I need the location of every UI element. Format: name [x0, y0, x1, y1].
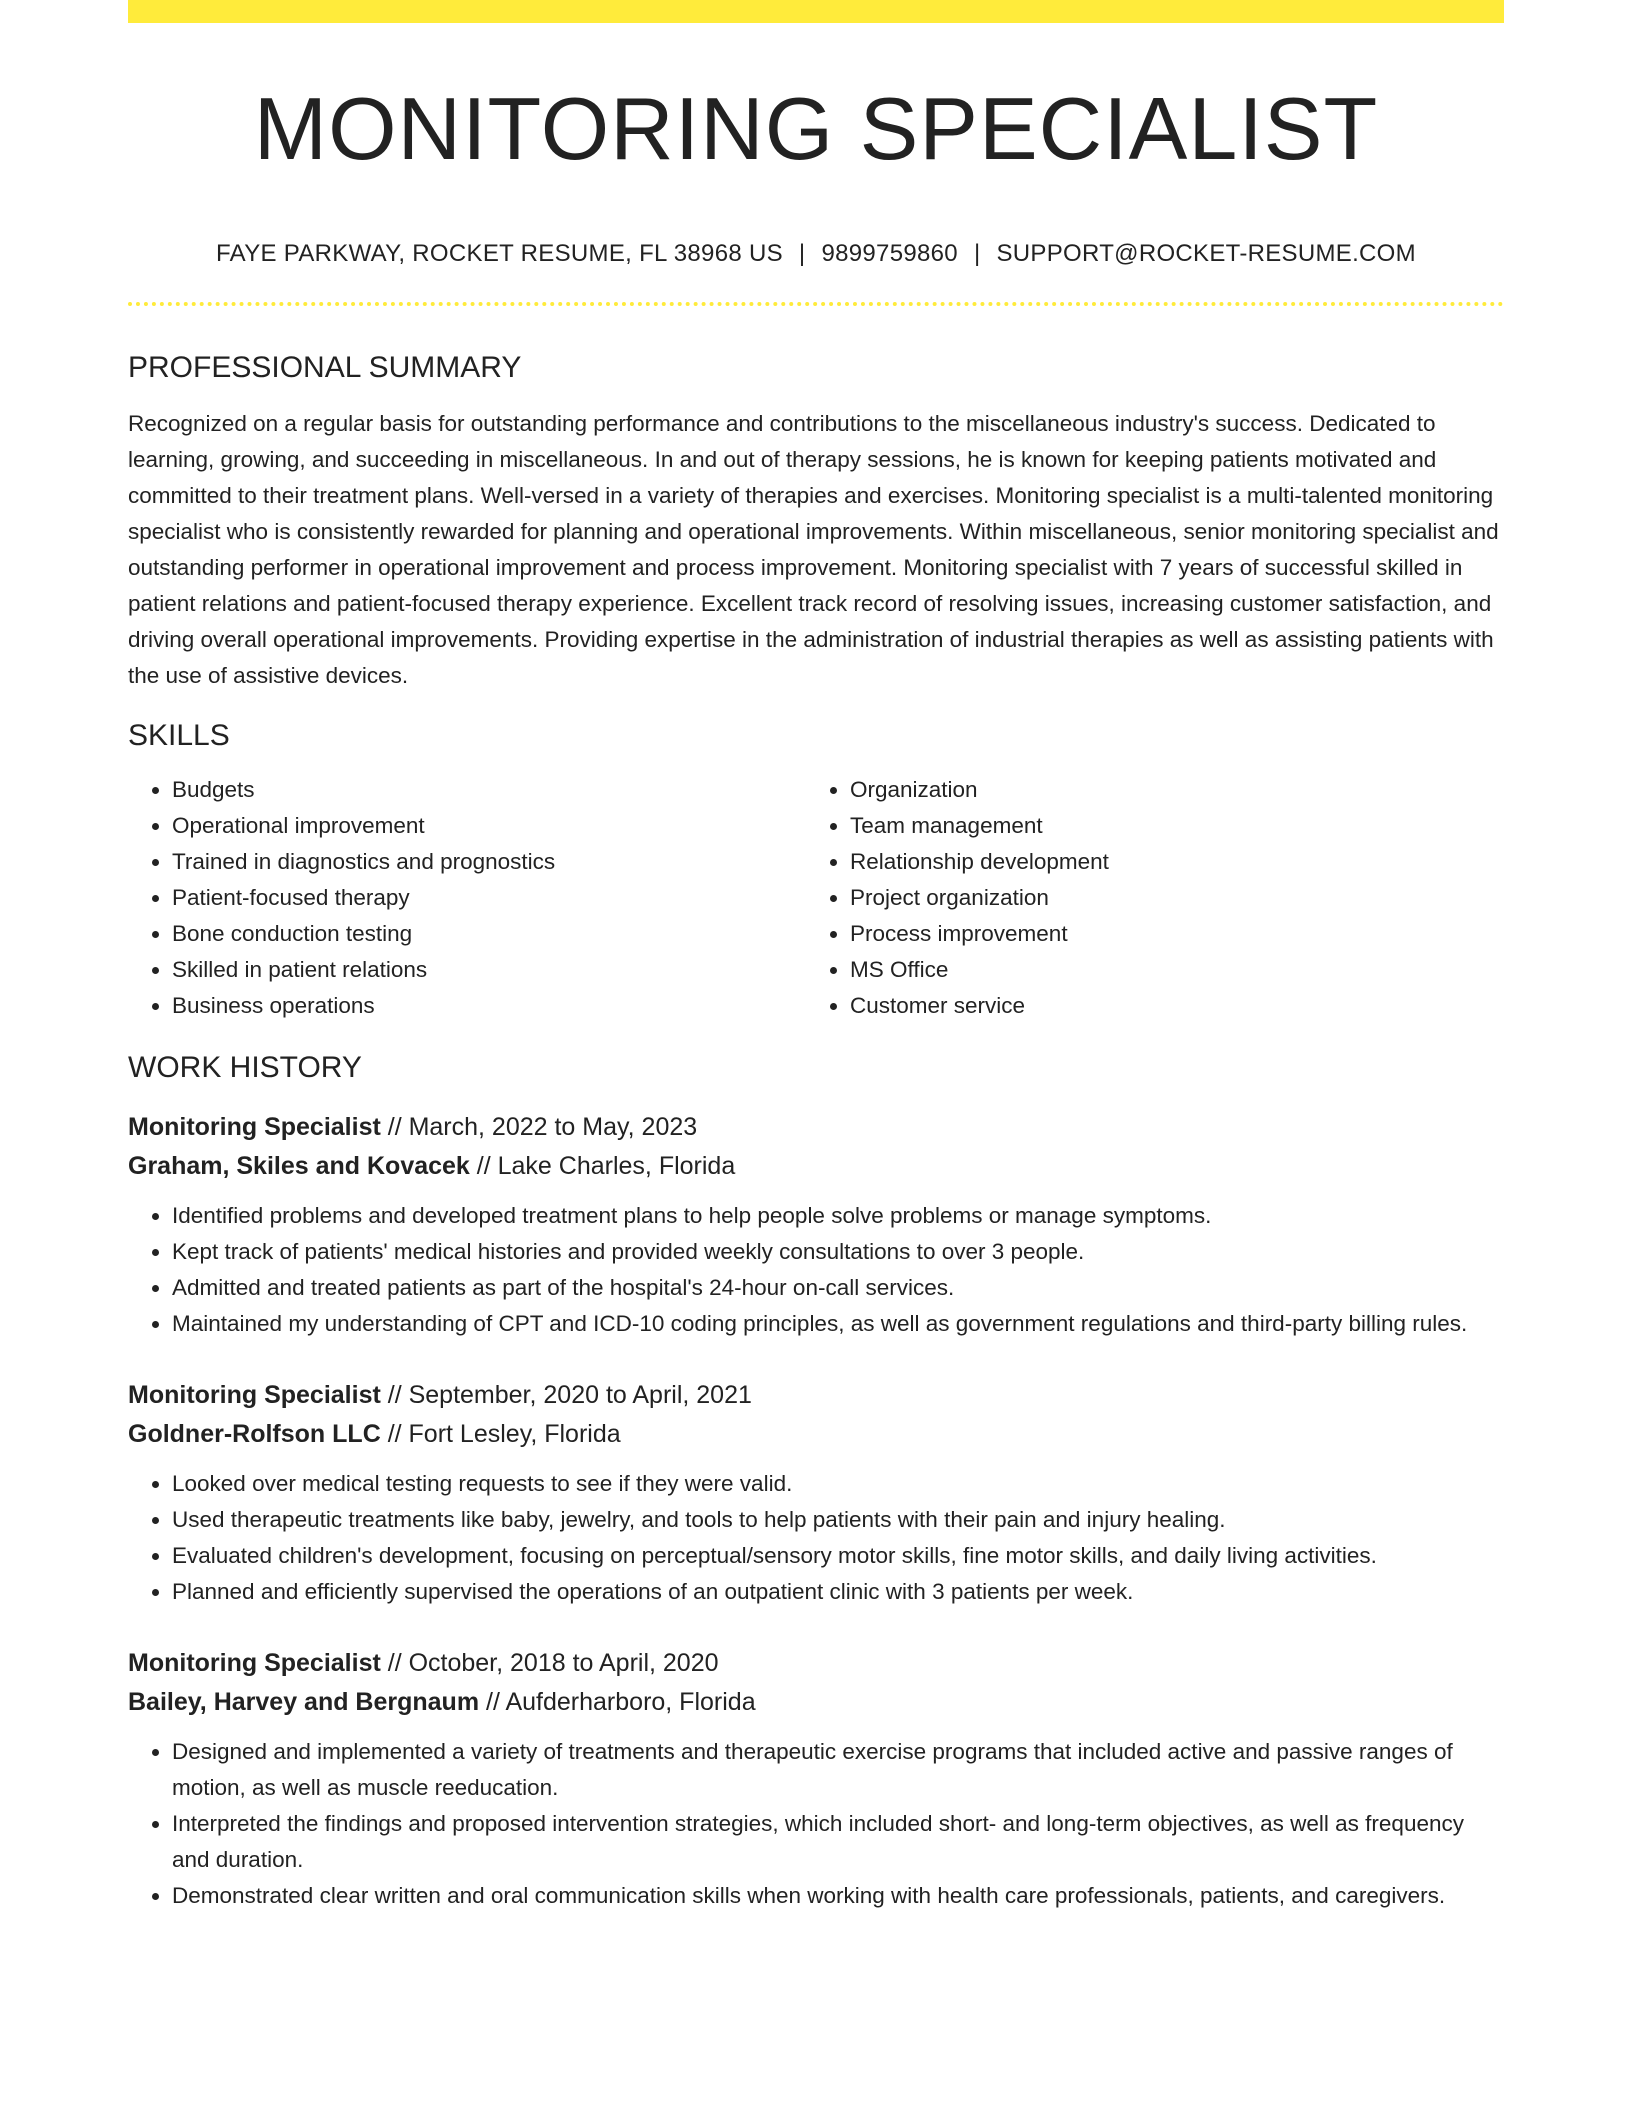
job-bullet: • Identified problems and developed treatment plans to help people solve problems or manage symptoms.: [172, 1198, 1504, 1234]
skills-list-right: [806, 772, 1504, 1024]
job-location: // Lake Charles, Florida: [469, 1152, 736, 1180]
contact-address: FAYE PARKWAY, ROCKET RESUME, FL 38968 US: [216, 240, 783, 267]
job-bullets: [128, 1198, 1504, 1342]
skill-item: • Budgets: [172, 772, 806, 808]
job-company-line: [128, 1415, 1504, 1454]
job-entry: [128, 1376, 1504, 1610]
job-title: Monitoring Specialist: [128, 1381, 381, 1409]
job-dates: // October, 2018 to April, 2020: [380, 1649, 719, 1677]
job-company-line: [128, 1147, 1504, 1186]
job-bullet: • Designed and implemented a variety of treatments and therapeutic exercise programs that included active and passive ranges of motion, as well as muscle reeducation.: [172, 1734, 1504, 1806]
skill-item: • Patient-focused therapy: [172, 880, 806, 916]
work-history-heading: WORK HISTORY: [128, 1051, 362, 1084]
skills-heading: SKILLS: [128, 719, 230, 752]
job-bullet: • Used therapeutic treatments like baby, jewelry, and tools to help patients with their pain and injury healing.: [172, 1502, 1504, 1538]
skills-list-left: [128, 772, 806, 1024]
job-bullets: [128, 1466, 1504, 1610]
job-title-line: [128, 1108, 1504, 1147]
job-bullet: • Planned and efficiently supervised the operations of an outpatient clinic with 3 patients per week.: [172, 1574, 1504, 1610]
skill-item: • MS Office: [850, 952, 1504, 988]
contact-separator: |: [973, 240, 981, 267]
skill-item: • Trained in diagnostics and prognostics: [172, 844, 806, 880]
job-bullet: • Kept track of patients' medical histories and provided weekly consultations to over 3 people.: [172, 1234, 1504, 1270]
skill-item: • Project organization: [850, 880, 1504, 916]
skill-item: • Customer service: [850, 988, 1504, 1024]
job-title: Monitoring Specialist: [128, 1649, 381, 1677]
job-company: Bailey, Harvey and Bergnaum: [128, 1688, 480, 1716]
skills-columns: [128, 772, 1504, 1024]
resume-title: MONITORING SPECIALIST: [253, 79, 1379, 178]
job-entry: [128, 1108, 1504, 1342]
job-bullet: • Looked over medical testing requests to see if they were valid.: [172, 1466, 1504, 1502]
skill-item: • Skilled in patient relations: [172, 952, 806, 988]
summary-text: Recognized on a regular basis for outstanding performance and contributions to the miscellaneous industry's success. Dedicated to learning, growing, and succeeding in miscellaneous. In and out of therapy sessions, he is known for keeping patients motivated and committed to their treatment plans. Well-versed in a variety of therapies and exercises. Monitoring specialist is a multi-talented monitoring specialist who is consistently rewarded for planning and operational improvements. Within miscellaneous, senior monitoring specialist and outstanding performer in operational improvement and process improvement. Monitoring specialist with 7 years of successful skilled in patient relations and patient-focused therapy experience. Excellent track record of resolving issues, increasing customer satisfaction, and driving overall operational improvements. Providing expertise in the administration of industrial therapies as well as assisting patients with the use of assistive devices.: [128, 411, 1499, 688]
skill-item: • Relationship development: [850, 844, 1504, 880]
contact-line: [128, 238, 1504, 270]
job-bullet: • Demonstrated clear written and oral communication skills when working with health care professionals, patients, and caregivers.: [172, 1878, 1504, 1914]
resume-content: [128, 0, 1504, 1914]
job-bullet: • Evaluated children's development, focusing on perceptual/sensory motor skills, fine motor skills, and daily living activities.: [172, 1538, 1504, 1574]
job-title-line: [128, 1376, 1504, 1415]
skill-item: • Team management: [850, 808, 1504, 844]
contact-email: SUPPORT@ROCKET-RESUME.COM: [996, 240, 1416, 267]
job-company: Goldner-Rolfson LLC: [128, 1420, 381, 1448]
job-title: Monitoring Specialist: [128, 1113, 381, 1141]
skill-item: • Business operations: [172, 988, 806, 1024]
job-company-line: [128, 1683, 1504, 1722]
job-location: // Aufderharboro, Florida: [479, 1688, 756, 1716]
job-bullet: • Admitted and treated patients as part of the hospital's 24-hour on-call services.: [172, 1270, 1504, 1306]
skill-item: • Process improvement: [850, 916, 1504, 952]
job-dates: // September, 2020 to April, 2021: [380, 1381, 752, 1409]
job-entry: [128, 1644, 1504, 1914]
job-bullet: • Maintained my understanding of CPT and ICD-10 coding principles, as well as government regulations and third-party billing rules.: [172, 1306, 1504, 1342]
job-bullets: [128, 1734, 1504, 1914]
dotted-divider: [128, 302, 1504, 306]
contact-separator: |: [798, 240, 806, 267]
contact-phone: 9899759860: [821, 240, 958, 267]
job-company: Graham, Skiles and Kovacek: [128, 1152, 470, 1180]
job-bullet: • Interpreted the findings and proposed intervention strategies, which included short- and long-term objectives, as well as frequency and duration.: [172, 1806, 1504, 1878]
skill-item: • Organization: [850, 772, 1504, 808]
job-dates: // March, 2022 to May, 2023: [380, 1113, 698, 1141]
job-location: // Fort Lesley, Florida: [380, 1420, 621, 1448]
job-title-line: [128, 1644, 1504, 1683]
skill-item: • Operational improvement: [172, 808, 806, 844]
summary-heading: PROFESSIONAL SUMMARY: [128, 351, 522, 384]
skill-item: • Bone conduction testing: [172, 916, 806, 952]
